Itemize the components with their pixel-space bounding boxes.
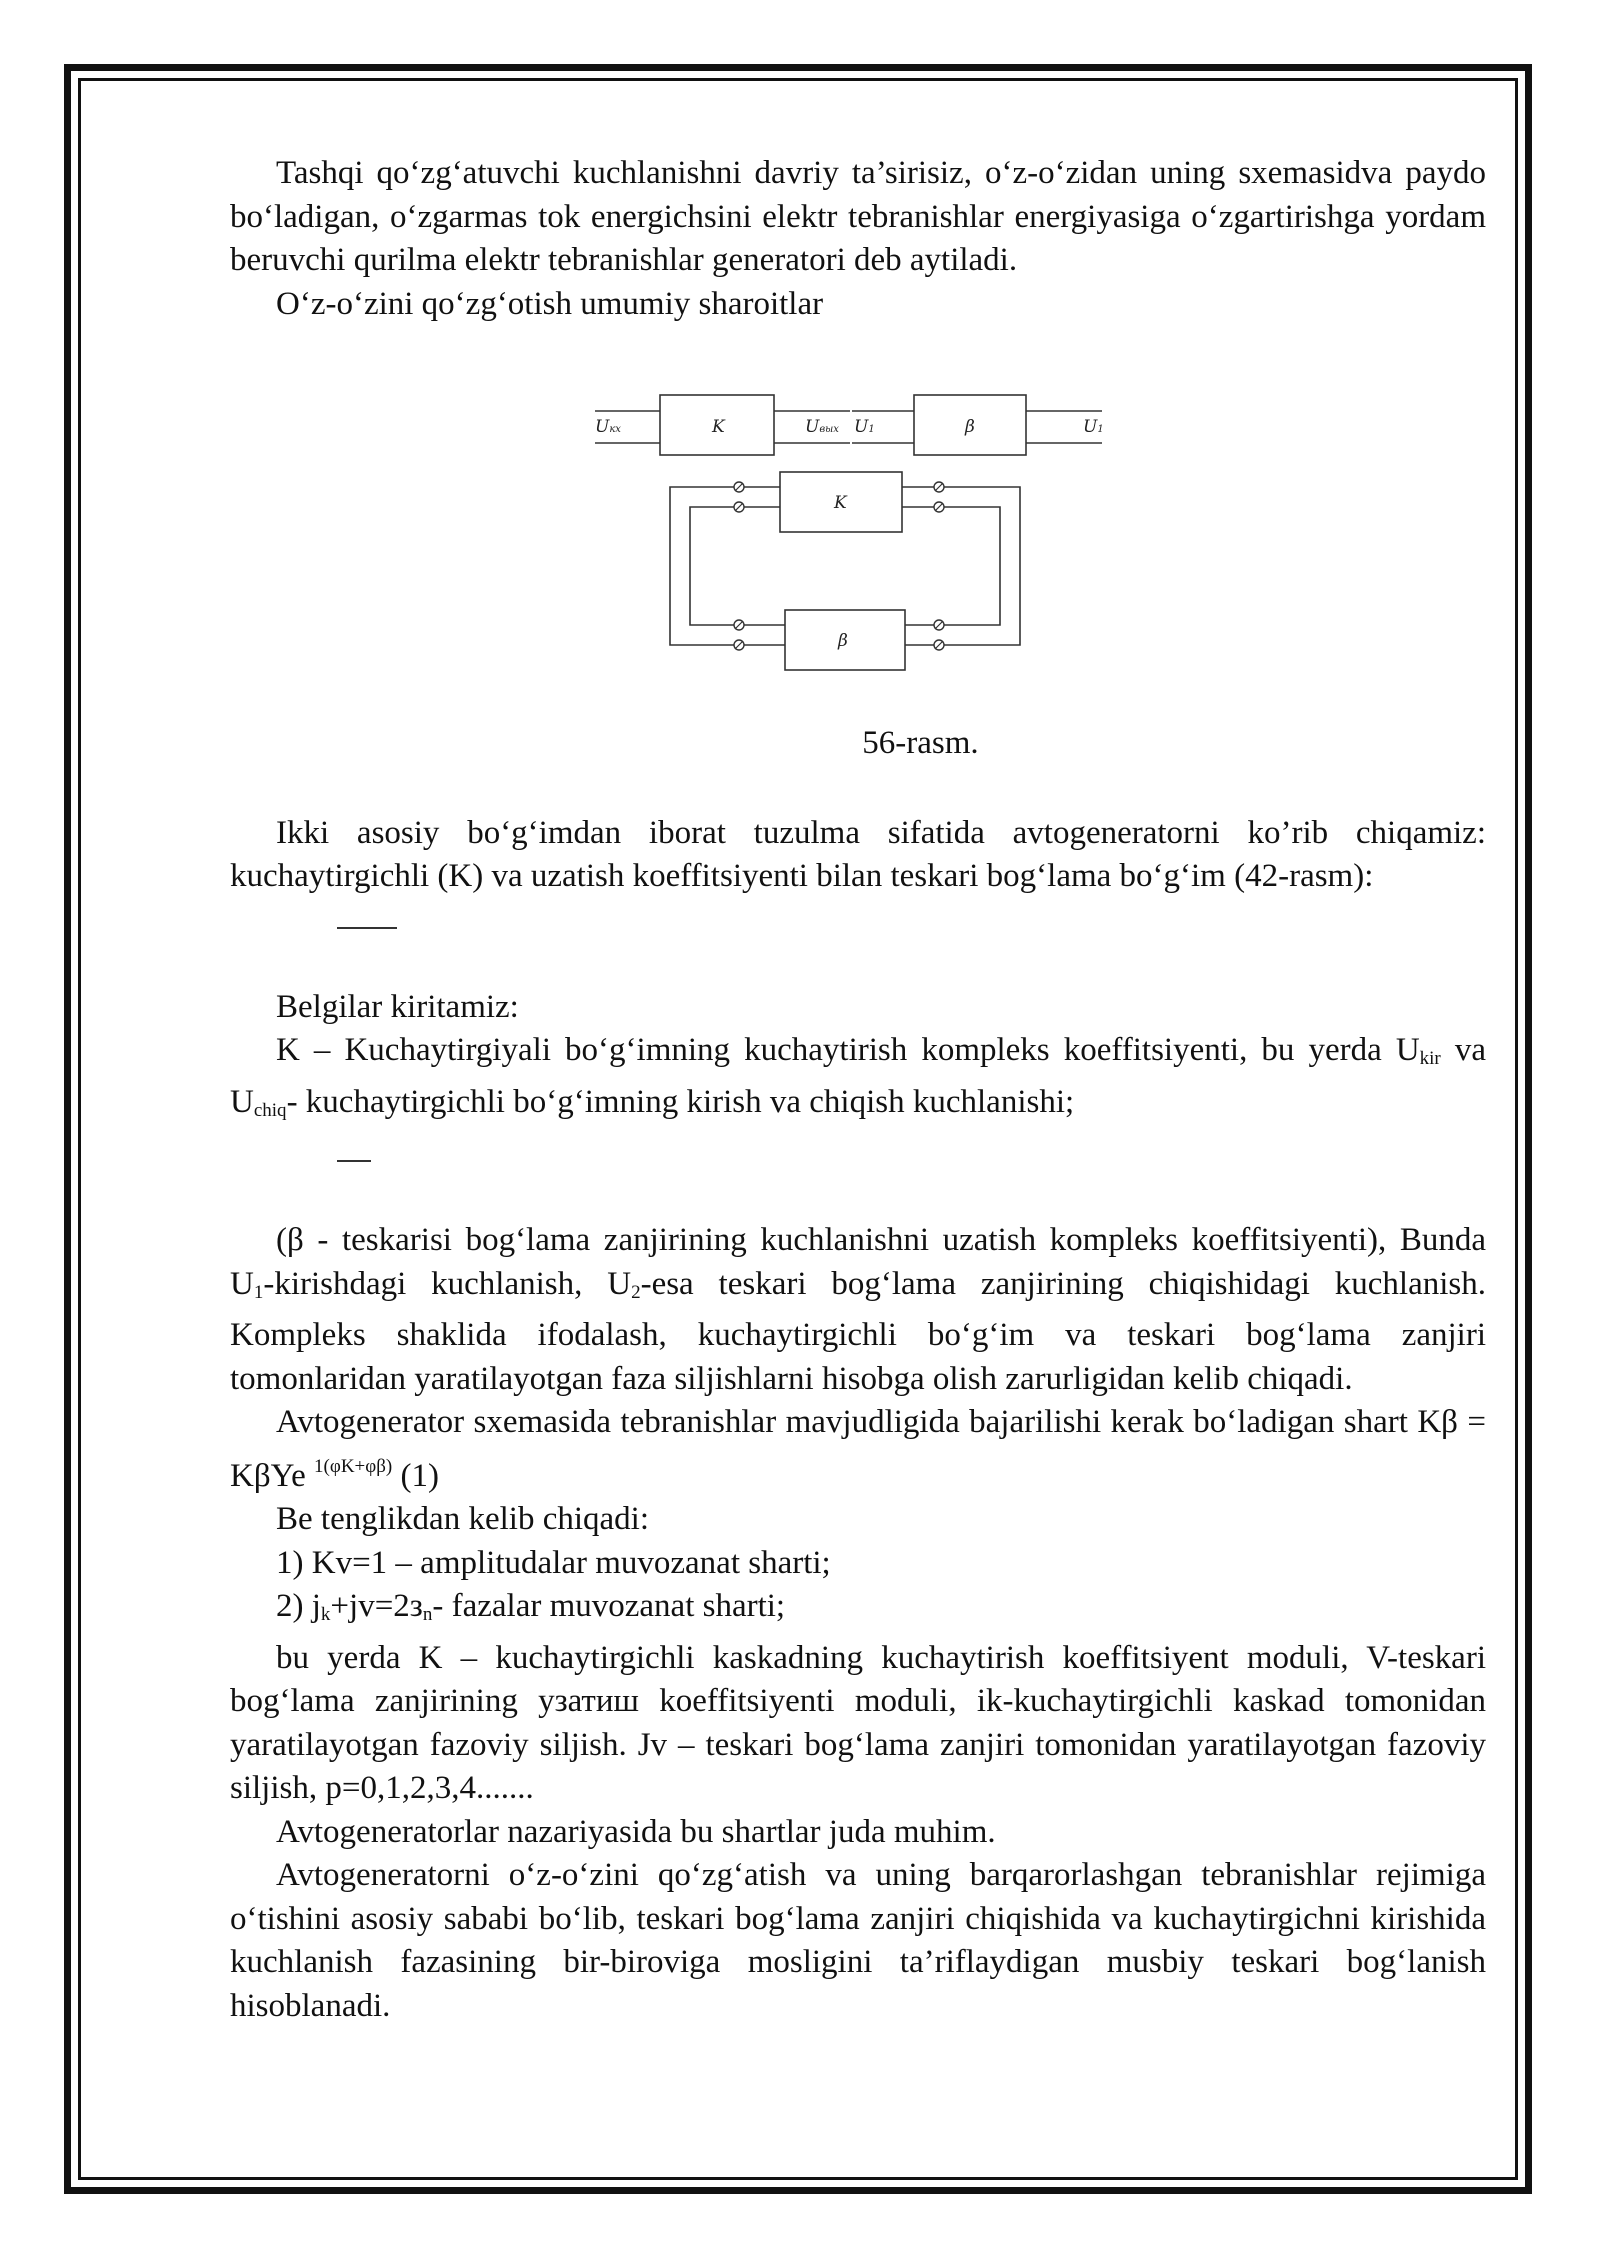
paragraph-definition: Tashqi qo‘zg‘atuvchi kuchlanishni davriy ta’sirisiz, o‘z-o‘zidan uning sxemasidva paydo bo‘ladigan, o‘zgarmas tok energichsini elektr tebranishlar energiyasiga o‘zgartirishga yordam beruvchi qurilma elektr tebranishlar generatori deb aytiladi. [230, 155, 1486, 278]
label-u-in: Uкх [595, 417, 621, 437]
document-body [230, 152, 1486, 2028]
list-item-amplitude: 1) Kv=1 – amplitudalar muvozanat sharti; [276, 1544, 831, 1581]
paragraph-notation-heading: Belgilar kiritamiz: [276, 988, 519, 1025]
paragraph-structure: Ikki asosiy bo‘g‘imdan iborat tuzulma sifatida avtogeneratorni ko’rib chiqamiz: kuchaytirgichli (K) va uzatish koeffitsiyenti bilan teskari bog‘lama bo‘g‘im (42-rasm): [230, 814, 1486, 894]
label-u2: U1 [1083, 417, 1104, 437]
paragraph-conditions-heading: O‘z-o‘zini qo‘zg‘otish umumiy sharoitlar [276, 285, 824, 322]
block-diagram [230, 362, 1130, 722]
formula-placeholder-1 [230, 899, 1486, 986]
formula-placeholder-2 [230, 1132, 1486, 1219]
label-beta: β [965, 417, 975, 437]
paragraph-conclusion: Avtogeneratorni o‘z-o‘zini qo‘zg‘atish va uning barqarorlashgan tebranishlar rejimiga o‘tishini asosiy sababi bo‘lib, teskari bog‘lama zanjiri chiqishida va kuchaytirgichni kirishida kuchlanish fazasining bir-biroviga mosligini ta’riflaydigan musbiy teskari bog‘lanish hisoblanadi. [230, 1857, 1486, 2024]
label-loop-k: K [834, 493, 847, 513]
paragraph-k-definition: K – Kuchaytirgiyali bo‘g‘imning kuchaytirish kompleks koeffitsiyenti, bu yerda $U_{kir}$ va $U_{chiq}-$ kuchaytirgichli bo‘g‘imning kirish va chiqish kuchlanishi; [230, 1032, 1486, 1121]
label-k: K [712, 417, 725, 437]
list-item-phase: 2) $j_k+jv=2з_n-$ fazalar muvozanat sharti; [276, 1588, 786, 1625]
paragraph-where: bu yerda K – kuchaytirgichli kaskadning kuchaytirish koeffitsiyent moduli, V-teskari bog‘lama zanjirining узатиш koeffitsiyenti moduli, ik-kuchaytirgichli kaskad tomonidan yaratilayotgan fazoviy siljish. Jv – teskari bog‘lama zanjiri tomonidan yaratilayotgan fazoviy siljish, p=0,1,2,3,4....... [230, 1639, 1486, 1806]
label-u-out: Uвых [805, 417, 839, 437]
paragraph-importance: Avtogeneratorlar nazariyasida bu shartlar juda muhim. [276, 1813, 996, 1850]
paragraph-beta-definition: (β - teskarisi bog‘lama zanjirining kuchlanishni uzatish kompleks koeffitsiyenti), Bunda $U_1$-kirishdagi kuchlanish, $U_2$-esa teskari bog‘lama zanjirining chiqishidagi kuchlanish. Kompleks shaklida ifodalash, kuchaytirgichli bo‘g‘im va teskari bog‘lama zanjiri tomonlaridan yaratilayotgan faza siljishlarni hisobga olish zarurligidan kelib chiqadi. [230, 1222, 1487, 1397]
paragraph-condition-formula: Avtogenerator sxemasida tebranishlar mavjudligida bajarilishi kerak bo‘ladigan shart Kβ = KβYe $^{1(\varphi K+\varphi\beta)}$ (1) [230, 1404, 1486, 1494]
paragraph-equality: Be tenglikdan kelib chiqadi: [276, 1501, 649, 1537]
label-u1: U1 [854, 417, 875, 437]
figure-caption: 56-rasm. [862, 725, 979, 761]
label-loop-beta: β [838, 631, 848, 651]
figure-56 [230, 362, 1486, 722]
